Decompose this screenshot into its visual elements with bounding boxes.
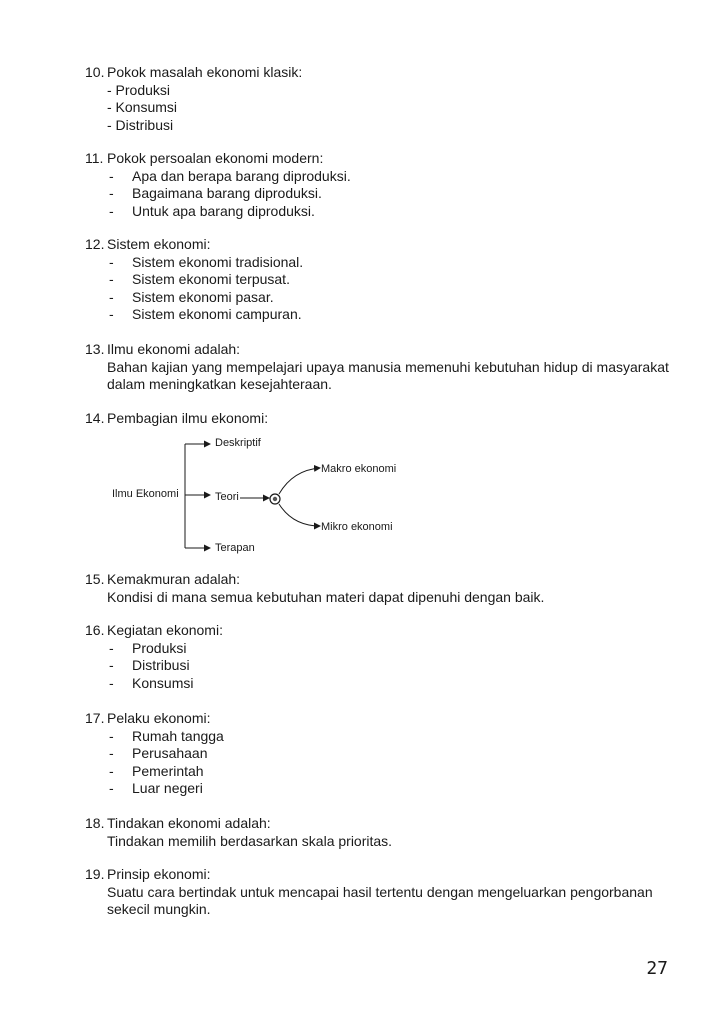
- section-heading: [85, 622, 675, 640]
- section-15: [85, 571, 675, 606]
- economics-division-diagram: [95, 432, 515, 562]
- list-item: - Produksi: [107, 81, 171, 98]
- section-title: Kegiatan ekonomi:: [107, 622, 223, 638]
- list-item: [85, 640, 675, 658]
- bullet-dash: -: [109, 185, 114, 201]
- list-item-text: Rumah tangga: [132, 727, 224, 744]
- bullet-dash: -: [109, 780, 114, 796]
- bullet-dash: -: [109, 306, 114, 322]
- section-number: 14.: [85, 410, 105, 426]
- section-18: [85, 815, 675, 850]
- page-number: 27: [646, 958, 668, 979]
- section-19: [85, 866, 675, 919]
- section-paragraph: Tindakan memilih berdasarkan skala prioritas.: [107, 832, 393, 849]
- section-heading: [85, 571, 675, 589]
- diagram-branch-descriptive: Deskriptif: [215, 437, 261, 449]
- section-title: Pelaku ekonomi:: [107, 710, 211, 726]
- diagram-root-label: Ilmu Ekonomi: [112, 488, 179, 500]
- bullet-dash: -: [109, 202, 114, 219]
- section-number: 17.: [85, 710, 105, 726]
- section-number: 16.: [85, 622, 105, 638]
- section-17: [85, 710, 675, 798]
- section-14: [85, 410, 675, 428]
- list-item-text: Distribusi: [132, 657, 190, 673]
- section-11: [85, 150, 675, 220]
- diagram-sub-macro: Makro ekonomi: [321, 463, 397, 475]
- bullet-dash: -: [109, 253, 114, 270]
- list-item-text: Konsumsi: [132, 674, 194, 691]
- list-item-text: Untuk apa barang diproduksi.: [132, 202, 315, 219]
- section-heading: [85, 341, 675, 359]
- section-heading: [85, 815, 675, 833]
- list-item: - Konsumsi: [107, 99, 178, 115]
- diagram-branch-applied: Terapan: [215, 542, 255, 554]
- section-number: 15.: [85, 571, 105, 587]
- list-item: [85, 203, 675, 221]
- section-heading: [85, 150, 675, 168]
- section-13: [85, 341, 675, 394]
- list-item-text: Bagaimana barang diproduksi.: [132, 185, 322, 201]
- section-heading: [85, 866, 675, 884]
- section-heading: [85, 236, 675, 254]
- list-item-text: Apa dan berapa barang diproduksi.: [132, 167, 351, 184]
- section-heading: [85, 410, 675, 428]
- bullet-dash: -: [109, 657, 114, 673]
- diagram-sub-micro: Mikro ekonomi: [321, 521, 393, 533]
- bullet-dash: -: [109, 639, 114, 656]
- list-item: [85, 657, 675, 675]
- section-paragraph: Suatu cara bertindak untuk mencapai hasil tertentu dengan mengeluarkan pengorbanan sekecil mungkin.: [107, 883, 653, 917]
- section-paragraph: Kondisi di mana semua kebutuhan materi dapat dipenuhi dengan baik.: [107, 588, 545, 605]
- list-item: [85, 289, 675, 307]
- list-item: [85, 763, 675, 781]
- section-title: Pokok persoalan ekonomi modern:: [107, 150, 324, 166]
- list-item: [85, 185, 675, 203]
- list-item: [85, 728, 675, 746]
- list-item-text: Luar negeri: [132, 780, 203, 796]
- bullet-dash: -: [109, 762, 114, 779]
- list-item-text: Sistem ekonomi pasar.: [132, 288, 274, 305]
- list-item-text: Produksi: [132, 639, 187, 656]
- section-title: Kemakmuran adalah:: [107, 571, 241, 587]
- section-heading: [85, 710, 675, 728]
- diagram-branch-theory: Teori: [215, 491, 239, 503]
- list-item-text: Sistem ekonomi tradisional.: [132, 253, 304, 270]
- section-10: [85, 64, 675, 134]
- section-number: 13.: [85, 341, 105, 357]
- section-paragraph: Bahan kajian yang mempelajari upaya manusia memenuhi kebutuhan hidup di masyarakat dalam meningkatkan kesejahteraan.: [107, 358, 669, 392]
- bullet-dash: -: [109, 271, 114, 287]
- section-12: [85, 236, 675, 324]
- section-title: Pembagian ilmu ekonomi:: [107, 410, 269, 426]
- bullet-dash: -: [109, 674, 114, 691]
- section-number: 11.: [85, 150, 104, 166]
- section-title: Sistem ekonomi:: [107, 236, 211, 252]
- list-item-text: Perusahaan: [132, 745, 208, 761]
- bullet-dash: -: [109, 727, 114, 744]
- section-heading: [85, 64, 675, 82]
- list-item-text: Pemerintah: [132, 762, 204, 779]
- list-item: [85, 168, 675, 186]
- bullet-dash: -: [109, 167, 114, 184]
- section-title: Pokok masalah ekonomi klasik:: [107, 64, 303, 80]
- section-number: 10.: [85, 64, 105, 80]
- list-item: [85, 254, 675, 272]
- section-number: 18.: [85, 815, 105, 831]
- section-number: 12.: [85, 236, 105, 252]
- section-16: [85, 622, 675, 692]
- bullet-dash: -: [109, 288, 114, 305]
- list-item: [85, 780, 675, 798]
- list-item: [85, 271, 675, 289]
- list-item-text: Sistem ekonomi terpusat.: [132, 271, 290, 287]
- section-number: 19.: [85, 866, 105, 882]
- list-item: - Distribusi: [107, 116, 174, 133]
- section-title: Prinsip ekonomi:: [107, 866, 211, 882]
- section-title: Ilmu ekonomi adalah:: [107, 341, 241, 357]
- list-item: [85, 306, 675, 324]
- section-title: Tindakan ekonomi adalah:: [107, 815, 271, 831]
- list-item-text: Sistem ekonomi campuran.: [132, 306, 302, 322]
- bullet-dash: -: [109, 745, 114, 761]
- list-item: [85, 745, 675, 763]
- list-item: [85, 675, 675, 693]
